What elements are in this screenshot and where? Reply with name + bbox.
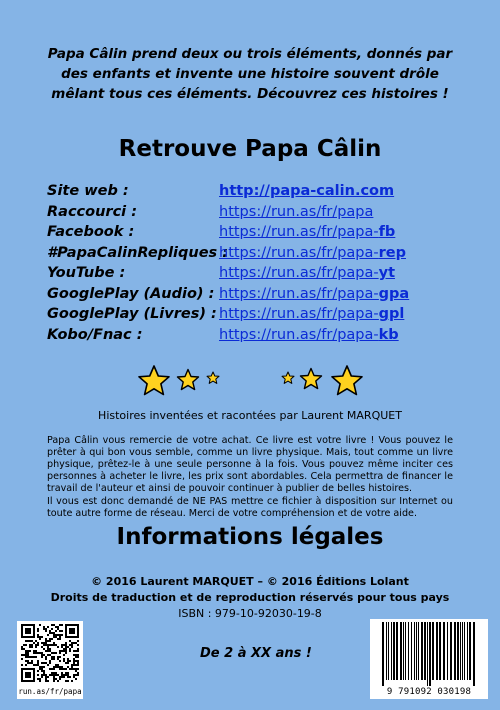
barcode (370, 619, 488, 699)
qr-code[interactable] (17, 621, 83, 699)
link-label: Site web : (47, 183, 129, 199)
link-label: GooglePlay (Livres) : (47, 306, 217, 322)
link-label: YouTube : (47, 265, 126, 281)
age-range: De 2 à XX ans ! (200, 646, 312, 661)
link-row-googleplay-audio (47, 286, 467, 307)
link-youtube[interactable]: https://run.as/fr/papa-yt (219, 265, 396, 281)
legal-title: Informations légales (116, 524, 384, 550)
star-icon (299, 367, 323, 391)
link-raccourci[interactable]: https://run.as/fr/papa (219, 203, 374, 220)
link-googleplay-audio[interactable]: https://run.as/fr/papa-gpa (219, 285, 410, 302)
link-label: Raccourci : (47, 203, 137, 220)
body-paragraph: Papa Câlin vous remercie de votre achat. Ce livre est votre livre ! Vous pouvez le prêter à qui bon vous semble, comme un livre physique. Mais, tout comme un livre physique, prêtez-le à une seule personne à la fois. Vous pouvez même inciter ces personnes à acheter le livre, les prix sont abordables. Cela permettra de financer le travail de l'auteur et ainsi de pouvoir continuer à publier de belles histoires. (47, 435, 453, 494)
star-icon (137, 364, 171, 398)
rights-line: Droits de traduction et de reproduction réservés pour tous pays (50, 591, 450, 604)
star-icon (176, 368, 200, 392)
copyright-line: © 2016 Laurent MARQUET – © 2016 Éditions Lolant (91, 575, 409, 588)
link-label: Kobo/Fnac : (47, 326, 143, 343)
credit-line: Histoires inventées et racontées par Laurent MARQUET (98, 409, 402, 422)
isbn-line: ISBN : 979-10-92030-19-8 (178, 607, 322, 620)
link-row-kobo (47, 327, 467, 348)
link-row-youtube (47, 265, 467, 286)
link-row-raccourci (47, 204, 467, 225)
link-row-repliques (47, 245, 467, 266)
qr-code-image (21, 624, 79, 682)
link-site-web[interactable]: http://papa-calin.com (219, 183, 395, 199)
barcode-image (374, 622, 484, 686)
link-label: #PapaCalinRepliques : (47, 244, 229, 261)
star-icon (330, 364, 364, 398)
link-row-googleplay-livres (47, 306, 467, 327)
link-googleplay-livres[interactable]: https://run.as/fr/papa-gpl (219, 306, 405, 322)
legal-info (0, 574, 500, 622)
barcode-number: 9 791092 030198 (386, 687, 472, 697)
link-row-facebook (47, 224, 467, 245)
link-label: Facebook : (47, 224, 135, 240)
link-kobo[interactable]: https://run.as/fr/papa-kb (219, 326, 399, 343)
stars-decoration (0, 362, 500, 402)
retrouve-title: Retrouve Papa Câlin (118, 136, 382, 162)
body-paragraph: Il vous est donc demandé de NE PAS mettre ce fichier à disposition sur Internet ou toute autre forme de réseau. Merci de votre compréhension et de votre aide. (47, 496, 453, 519)
star-icon (206, 371, 220, 385)
link-label: GooglePlay (Audio) : (47, 285, 215, 302)
qr-label: run.as/fr/papa (18, 687, 82, 696)
links-list (47, 183, 467, 347)
intro-text: Papa Câlin prend deux ou trois éléments, donnés par des enfants et invente une histoire souvent drôle mêlant tous ces éléments. Découvrez ces histoires ! (47, 46, 453, 102)
link-row-site (47, 183, 467, 204)
body-text (47, 435, 453, 521)
link-repliques[interactable]: https://run.as/fr/papa-rep (219, 244, 406, 261)
star-icon (281, 371, 295, 385)
link-facebook[interactable]: https://run.as/fr/papa-fb (219, 224, 396, 240)
